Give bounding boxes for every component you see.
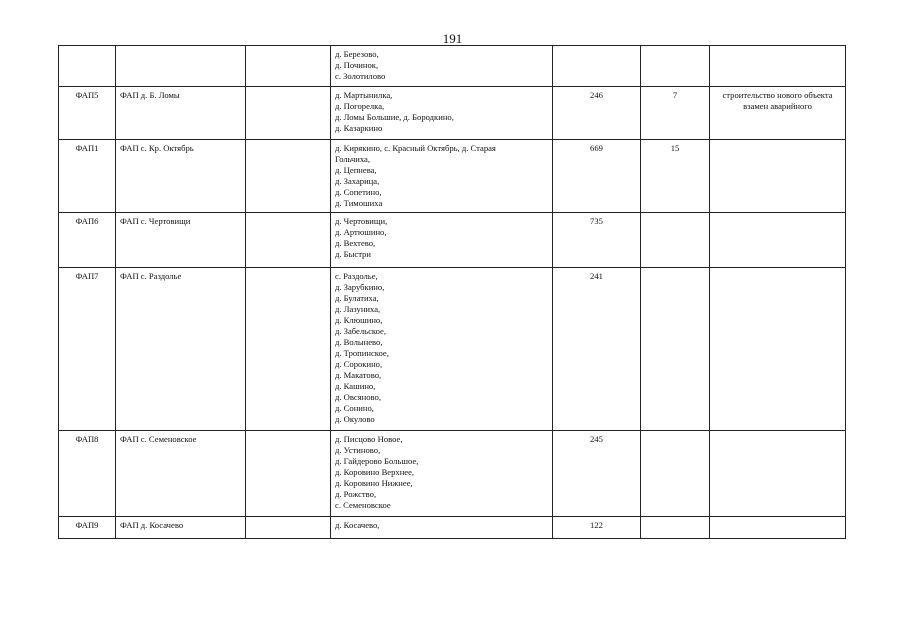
village-item: д. Макатово, bbox=[335, 370, 382, 380]
village-item: д. Артюшино, bbox=[335, 227, 387, 237]
village-item: с. Раздолье, bbox=[335, 271, 378, 281]
facilities-table bbox=[58, 45, 846, 539]
note-cell bbox=[710, 431, 846, 517]
value-cell: 15 bbox=[641, 140, 710, 213]
facility-code-cell: ФАП9 bbox=[59, 517, 116, 539]
value-cell bbox=[641, 431, 710, 517]
village-item: д. Косачево, bbox=[335, 520, 380, 530]
village-item: д. Починок, bbox=[335, 60, 379, 70]
village-item: д. Волынево, bbox=[335, 337, 383, 347]
village-item: д. Коровино Верхнее, bbox=[335, 467, 415, 477]
village-item: д. Захарица, bbox=[335, 176, 380, 186]
facility-name-cell: ФАП с. Раздолье bbox=[116, 268, 246, 431]
village-item: д. Лазуниха, bbox=[335, 304, 381, 314]
table-row bbox=[59, 213, 846, 268]
village-item: д. Коровино Нижнее, bbox=[335, 478, 413, 488]
value-cell bbox=[641, 213, 710, 268]
empty-cell bbox=[246, 140, 331, 213]
village-item: д. Кирякино, с. Красный Октябрь, д. Старая bbox=[335, 143, 496, 153]
population-cell: 122 bbox=[553, 517, 641, 539]
value-cell bbox=[641, 268, 710, 431]
village-item: д. Мартынилка, bbox=[335, 90, 393, 100]
population-cell: 245 bbox=[553, 431, 641, 517]
village-item: д. Вехтево, bbox=[335, 238, 376, 248]
village-item: д. Тропинское, bbox=[335, 348, 389, 358]
table-row bbox=[59, 517, 846, 539]
facility-code-cell: ФАП7 bbox=[59, 268, 116, 431]
villages-cell bbox=[331, 140, 553, 213]
table-row bbox=[59, 268, 846, 431]
facility-code-cell: ФАП5 bbox=[59, 87, 116, 140]
village-item: д. Быстри bbox=[335, 249, 371, 259]
facility-name-cell: ФАП с. Чертовищи bbox=[116, 213, 246, 268]
value-cell: 7 bbox=[641, 87, 710, 140]
village-item: д. Гайдерово Большое, bbox=[335, 456, 419, 466]
note-cell bbox=[710, 213, 846, 268]
population-cell: 246 bbox=[553, 87, 641, 140]
villages-cell bbox=[331, 431, 553, 517]
villages-cell bbox=[331, 87, 553, 140]
empty-cell bbox=[246, 268, 331, 431]
village-item: д. Овсяново, bbox=[335, 392, 381, 402]
village-item: с. Золотилово bbox=[335, 71, 386, 81]
village-item: Гольчиха, bbox=[335, 154, 371, 164]
village-item: д. Чертовищи, bbox=[335, 216, 388, 226]
facility-code-cell: ФАП6 bbox=[59, 213, 116, 268]
villages-cell bbox=[331, 213, 553, 268]
village-item: д. Писцово Новое, bbox=[335, 434, 403, 444]
facility-name-cell: ФАП с. Кр. Октябрь bbox=[116, 140, 246, 213]
table-row bbox=[59, 431, 846, 517]
village-item: д. Казаркино bbox=[335, 123, 383, 133]
note-cell: строительство нового объекта взамен аварийного bbox=[710, 87, 846, 140]
village-item: д. Сонино, bbox=[335, 403, 374, 413]
village-item: д. Рожство, bbox=[335, 489, 377, 499]
note-cell bbox=[710, 268, 846, 431]
empty-cell bbox=[246, 87, 331, 140]
facility-name-cell: ФАП с. Семеновское bbox=[116, 431, 246, 517]
empty-cell bbox=[246, 431, 331, 517]
note-cell bbox=[710, 517, 846, 539]
village-item: д. Цепнева, bbox=[335, 165, 377, 175]
note-cell bbox=[710, 140, 846, 213]
population-cell: 735 bbox=[553, 213, 641, 268]
value-cell bbox=[641, 46, 710, 87]
facility-name-cell: ФАП д. Косачево bbox=[116, 517, 246, 539]
facility-name-cell: ФАП д. Б. Ломы bbox=[116, 87, 246, 140]
table-row bbox=[59, 46, 846, 87]
village-item: д. Сорокино, bbox=[335, 359, 383, 369]
table-row bbox=[59, 140, 846, 213]
village-item: д. Устиново, bbox=[335, 445, 381, 455]
facility-name-cell bbox=[116, 46, 246, 87]
village-item: с. Семеновское bbox=[335, 500, 391, 510]
population-cell bbox=[553, 46, 641, 87]
facility-code-cell: ФАП8 bbox=[59, 431, 116, 517]
empty-cell bbox=[246, 213, 331, 268]
table-row bbox=[59, 87, 846, 140]
village-item: д. Сопетино, bbox=[335, 187, 382, 197]
villages-cell bbox=[331, 517, 553, 539]
facility-code-cell: ФАП1 bbox=[59, 140, 116, 213]
empty-cell bbox=[246, 517, 331, 539]
village-item: д. Зарубкино, bbox=[335, 282, 385, 292]
empty-cell bbox=[246, 46, 331, 87]
village-item: д. Клюшино, bbox=[335, 315, 383, 325]
villages-cell bbox=[331, 268, 553, 431]
value-cell bbox=[641, 517, 710, 539]
village-item: д. Забельское, bbox=[335, 326, 386, 336]
villages-cell bbox=[331, 46, 553, 87]
population-cell: 669 bbox=[553, 140, 641, 213]
village-item: д. Булатиха, bbox=[335, 293, 379, 303]
note-cell bbox=[710, 46, 846, 87]
page-number: 191 bbox=[442, 31, 463, 46]
village-item: д. Окулово bbox=[335, 414, 375, 424]
village-item: д. Березово, bbox=[335, 49, 379, 59]
village-item: д. Кашино, bbox=[335, 381, 376, 391]
population-cell: 241 bbox=[553, 268, 641, 431]
facility-code-cell bbox=[59, 46, 116, 87]
village-item: д. Ломы Большие, д. Бородкино, bbox=[335, 112, 454, 122]
village-item: д. Тимошиха bbox=[335, 198, 383, 208]
village-item: д. Погорелка, bbox=[335, 101, 385, 111]
